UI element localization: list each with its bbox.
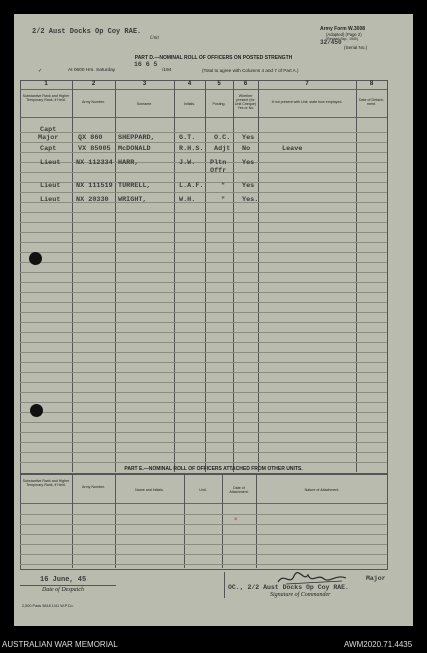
table-rule [20, 152, 387, 153]
unit-typed: 2/2 Aust Docks Op Coy RAE. [32, 28, 142, 36]
table-rule [20, 312, 387, 313]
table-rule [20, 142, 387, 143]
table-rule [20, 222, 387, 223]
red-mark: × [234, 517, 238, 523]
form-sheet: 2/2 Aust Docks Op Coy RAE. Unit Army Form W.3008 (Adapted) (Page 2) (Revised Sep., 1940) 32/450 (Serial No.) PART D.—NOMINAL ROLL OF OFFICERS ON POSTED STRENGTH ✓ At 0600 Hrs. Saturday 16 6 5 /194 (Total to agree with Columns 4 and 7 of Part A.) 1 2 3 4 5 6 7 8 Substantive Rank and Higher Temporary Rank, if Held. Army Number. Surname. Initials. Posting. Whether present (for Unit Cheque) Yes or No If not present with Unit, state how employed. Date of Detach-ment. Capt Major QX 860 SHEPPARD, G.T. O.C. Yes Capt VX 85005 McDONALD R.H.S. Adjt No Leave Lieut NX 112334 HARR, J.W. Pltn Offr Yes Lieut NX 111519 TURRELL, L.A.F. " Yes Lieut NX 20330 WRIGHT, W.H. " Yes. PART E.—NOMINAL ROLL OF OFFICERS ATTACHED FROM OTHER UNITS. Substantive Rank and Higher Temporary Rank, if Held. Army Number. Name and Initials. Unit. Date of Attachment. Nature of Attachment. × 16 June, 45 Date of Despatch Major OC., 2/2 Aust Docks Op Coy RAE. Signature of Commander 2,500 Pads 5818 1/41 W.P.Co. [14, 14, 413, 626]
col-header-army-number: Army Number. [82, 100, 105, 104]
col-header-present: Whether present (for Unit Cheque) Yes or No [234, 94, 257, 110]
table-rule [20, 372, 387, 373]
table-rule [20, 462, 387, 463]
col-header-rank-e: Substantive Rank and Higher Temporary Rank, if Held. [22, 479, 70, 487]
table-rule [20, 544, 387, 545]
tick-mark: ✓ [38, 68, 43, 74]
table-rule [20, 412, 387, 413]
table-rule [20, 322, 387, 323]
table-rule [20, 302, 387, 303]
col-number-2: 2 [91, 81, 96, 87]
col-header-employed: If not present with Unit, state how employed. [271, 100, 343, 104]
table-rule [20, 132, 387, 133]
table-rule [20, 232, 387, 233]
date-note: (Total to agree with Columns 4 and 7 of Part A.) [202, 68, 299, 73]
col-number-3: 3 [142, 81, 147, 87]
col-number-6: 6 [243, 81, 248, 87]
table-rule [20, 252, 387, 253]
commander-label: Signature of Commander [270, 592, 331, 598]
table-rule [20, 554, 387, 555]
date-prefix: At 0600 Hrs. Saturday [68, 68, 116, 73]
part-e-title: PART E.—NOMINAL ROLL OF OFFICERS ATTACHED FROM OTHER UNITS. [124, 466, 303, 472]
serial-label: (Serial No.) [344, 45, 368, 50]
col-header-posting: Posting. [212, 102, 226, 106]
col-number-4: 4 [187, 81, 192, 87]
commander-typed: OC., 2/2 Aust Docks Op Coy RAE. [228, 584, 349, 591]
serial-typed: 32/450 [320, 39, 342, 46]
col-header-surname: Surname. [136, 102, 153, 106]
col-number-8: 8 [369, 81, 374, 87]
table-rule [20, 172, 387, 173]
despatch-rule [20, 585, 116, 586]
table-rule [20, 392, 387, 393]
table-rule [20, 452, 387, 453]
table-rule [20, 292, 387, 293]
table-rule [20, 514, 387, 515]
despatch-label: Date of Despatch [42, 587, 84, 593]
punch-hole [30, 404, 43, 417]
table-rule [20, 442, 387, 443]
table-rule [20, 212, 387, 213]
date-year: /194 [162, 68, 172, 73]
form-revised: (Revised Sep., 1940) [326, 37, 358, 41]
table-rule [20, 534, 387, 535]
table-rule [20, 564, 387, 565]
col-header-rank: Substantive Rank and Higher Temporary Rank, if Held. [22, 94, 70, 102]
despatch-date-typed: 16 June, 45 [40, 576, 87, 584]
archive-footer [0, 638, 427, 653]
table-rule [20, 242, 387, 243]
col-header-unit-e: Unit. [199, 488, 207, 492]
table-rule [20, 362, 387, 363]
form-adapted: (Adapted) (Page 2) [326, 32, 362, 37]
col-header-date-e: Date of Attachment. [229, 486, 249, 494]
col-number-7: 7 [305, 81, 309, 87]
roll-table-frame [20, 80, 388, 474]
table-rule [20, 524, 387, 525]
table-rule [20, 192, 387, 193]
date-typed: 16 6 5 [134, 61, 158, 68]
form-name: Army Form W.3008 [320, 26, 366, 32]
col-header-army-number-e: Army Number. [82, 485, 105, 489]
table-rule [20, 432, 387, 433]
archive-institution: AUSTRALIAN WAR MEMORIAL [2, 640, 118, 649]
col-header-nature-e: Nature of Attachment. [304, 488, 340, 492]
unit-label: Unit [150, 36, 159, 41]
col-header-initials: Initials. [183, 102, 196, 106]
table-rule [20, 402, 387, 403]
table-rule [20, 262, 387, 263]
table-rule [20, 382, 387, 383]
col-number-5: 5 [217, 81, 221, 87]
table-rule [20, 272, 387, 273]
punch-hole [29, 252, 42, 265]
table-rule [20, 342, 387, 343]
table-rule [20, 332, 387, 333]
printer-note: 2,500 Pads 5818 1/41 W.P.Co. [22, 604, 74, 608]
part-d-title: PART D.—NOMINAL ROLL OF OFFICERS ON POSTED STRENGTH [134, 55, 293, 61]
col-header-detachment: Date of Detach-ment. [358, 98, 385, 106]
table-rule [20, 352, 387, 353]
table-rule [20, 282, 387, 283]
col-number-1: 1 [44, 81, 48, 87]
table-rule [20, 422, 387, 423]
col-header-name-e: Name and Initials. [135, 488, 164, 492]
rank-typed: Major [366, 575, 386, 582]
archive-accession: AWM2020.71.4435 [344, 640, 413, 649]
